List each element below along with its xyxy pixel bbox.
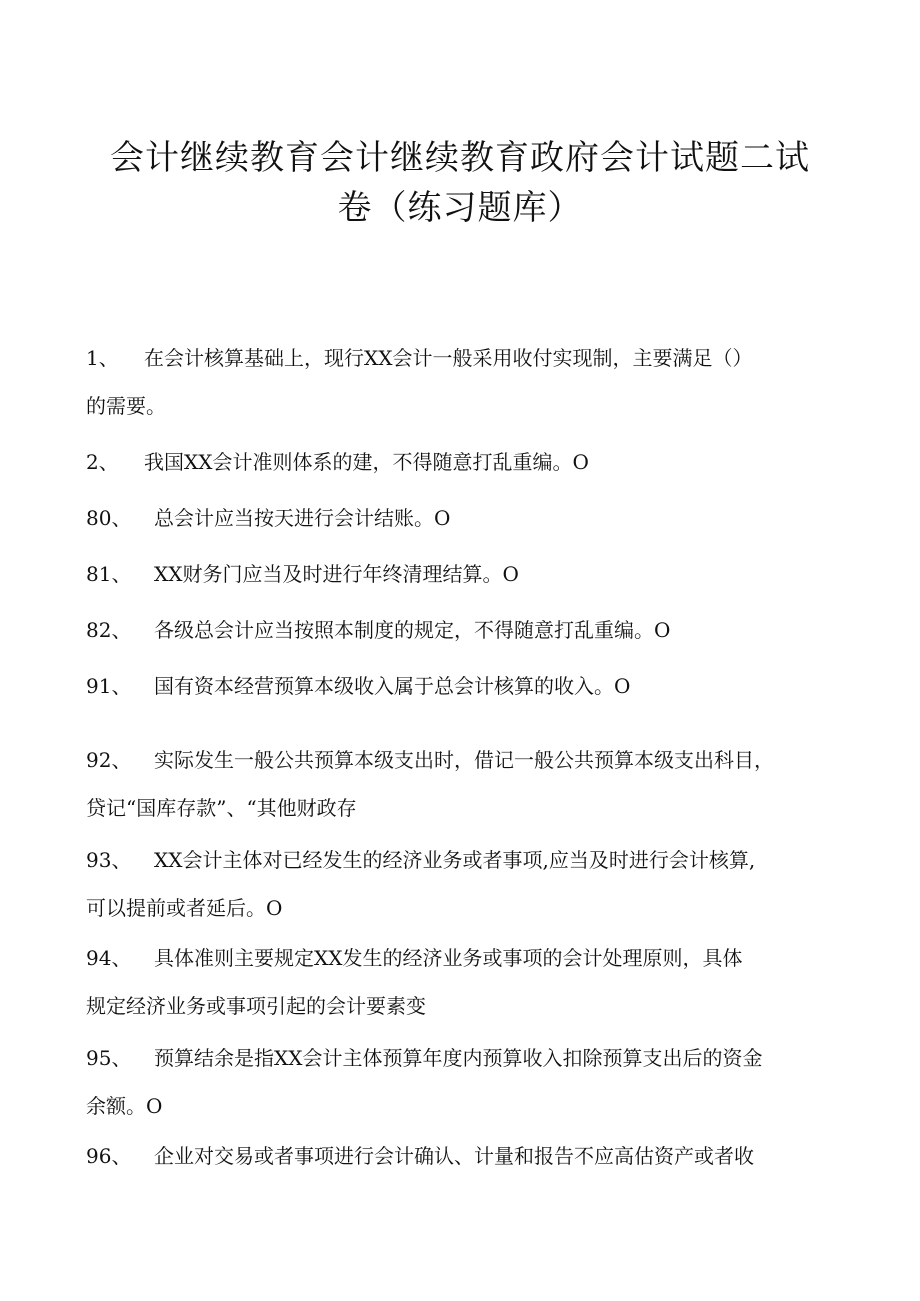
question-item [86,334,846,430]
question-text: 国有资本经营预算本级收入属于总会计核算的收入。O [154,674,631,698]
question-text: 余额。O [86,1094,163,1118]
question-text: 规定经济业务或事项引起的会计要素变 [86,994,426,1018]
question-text: 具体准则主要规定XX发生的经济业务或事项的会计处理原则，具体 [154,946,743,970]
question-text: 贷记“国库存款”、“其他财政存 [86,796,357,820]
question-number: 93、 [86,848,132,872]
question-item [86,1132,846,1180]
question-text: 可以提前或者延后。O [86,896,283,920]
question-number: 80、 [86,506,132,530]
title-line-2: 卷（练习题库） [337,188,583,228]
question-text: 总会计应当按天进行会计结账。O [154,506,451,530]
question-text: 在会计核算基础上，现行XX会计一般采用收付实现制，主要满足（） [144,346,753,370]
question-number: 91、 [86,674,132,698]
title-line-1: 会计继续教育会计继续教育政府会计试题二试 [110,138,810,178]
question-item [86,934,846,1030]
question-item [86,736,846,832]
question-number: 94、 [86,946,132,970]
question-item [86,662,846,710]
question-item [86,836,846,932]
question-text: XX会计主体对已经发生的经济业务或者事项,应当及时进行会计核算, [154,848,756,872]
question-text: 的需要。 [86,394,166,418]
question-number: 1、 [86,346,119,370]
question-text: 各级总会计应当按照本制度的规定，不得随意打乱重编。O [154,618,671,642]
question-item [86,550,846,598]
question-item [86,1034,846,1130]
question-number: 2、 [86,450,119,474]
question-item [86,606,846,654]
question-number: 82、 [86,618,132,642]
question-number: 92、 [86,748,132,772]
question-number: 95、 [86,1046,132,1070]
question-item [86,438,846,486]
question-item [86,494,846,542]
question-number: 96、 [86,1144,132,1168]
question-text: XX财务门应当及时进行年终清理结算。O [154,562,519,586]
question-text: 企业对交易或者事项进行会计确认、计量和报告不应高估资产或者收 [154,1144,754,1168]
question-number: 81、 [86,562,132,586]
question-text: 实际发生一般公共预算本级支出时，借记一般公共预算本级支出科目， [154,748,774,772]
question-text: 我国XX会计准则体系的建，不得随意打乱重编。O [144,450,589,474]
question-text: 预算结余是指XX会计主体预算年度内预算收入扣除预算支出后的资金 [154,1046,763,1070]
